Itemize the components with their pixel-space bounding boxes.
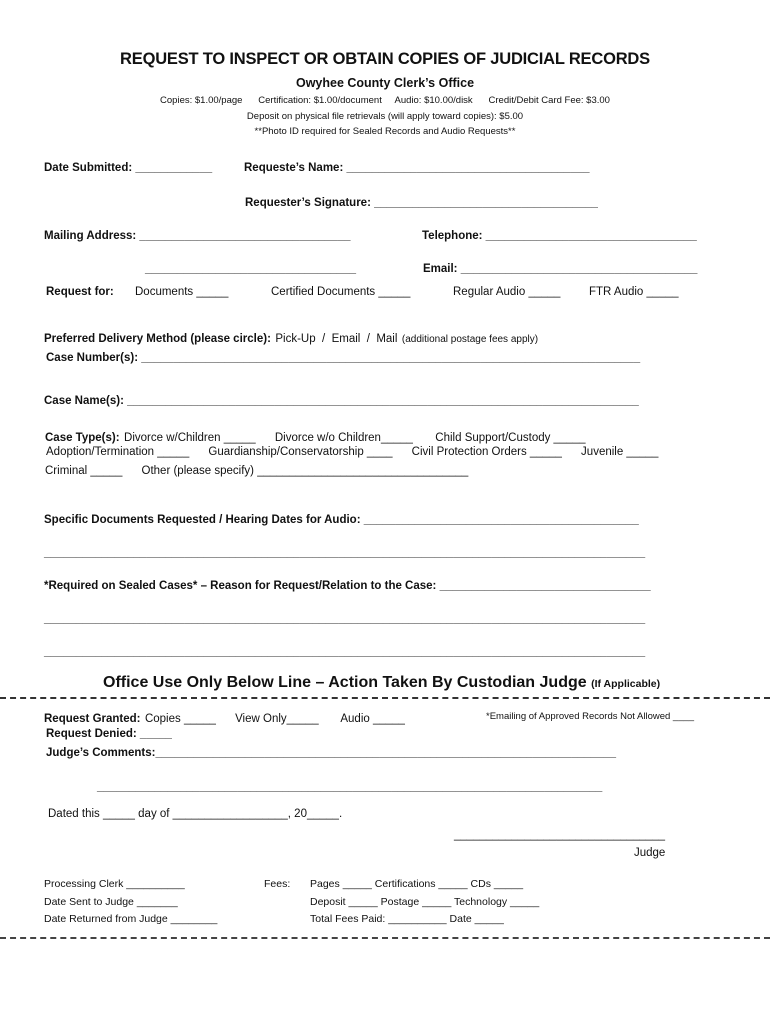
granted-options[interactable]: Copies _____ View Only_____ Audio _____ [144, 713, 405, 725]
dated-line[interactable]: Dated this _____ day of __________________, 20_____. [48, 808, 343, 820]
request-granted-row [44, 709, 405, 727]
mailing-address-line2[interactable]: _________________________________ [145, 263, 357, 275]
sealed-reason-field[interactable]: *Required on Sealed Cases* – Reason for Request/Relation to the Case: _________________________________ [44, 580, 651, 592]
sealed-reason-line2[interactable]: ______________________________________________________________________________________________ [44, 613, 646, 625]
judges-comments-field[interactable]: Judge’s Comments:________________________________________________________________________ [46, 747, 616, 759]
deposit-note: Deposit on physical file retrievals (will apply toward copies): $5.00 [246, 111, 524, 122]
specific-documents-field[interactable]: Specific Documents Requested / Hearing Dates for Audio: ___________________________________________ [44, 514, 639, 526]
specific-documents-line2[interactable]: ______________________________________________________________________________________________ [44, 547, 646, 559]
fee-schedule: Copies: $1.00/page Certification: $1.00/document Audio: $10.00/disk Credit/Debit Card Fee: $3.00 [160, 95, 610, 106]
requester-signature-field[interactable]: Requester’s Signature: ___________________________________ [245, 197, 598, 209]
if-applicable-note: (If Applicable) [591, 678, 661, 690]
footer-divider [0, 937, 770, 939]
judge-label: Judge [634, 847, 666, 859]
date-returned-field[interactable]: Date Returned from Judge ________ [44, 913, 218, 925]
request-for-label: Request for: [46, 286, 114, 298]
option-documents[interactable]: Documents _____ [135, 286, 229, 298]
photo-id-note: **Photo ID required for Sealed Records and Audio Requests** [254, 126, 516, 137]
case-types-options-2[interactable]: Adoption/Termination _____ Guardianship/Conservatorship ____ Civil Protection Orders _____ Juvenile _____ [46, 446, 659, 458]
processing-clerk-field[interactable]: Processing Clerk __________ [44, 878, 185, 890]
case-types-options-3[interactable]: Criminal _____ Other (please specify) _________________________________ [45, 465, 469, 477]
case-types-row-1 [45, 428, 586, 446]
date-sent-field[interactable]: Date Sent to Judge _______ [44, 896, 178, 908]
date-submitted-field[interactable]: Date Submitted: ____________ [44, 162, 213, 174]
telephone-field[interactable]: Telephone: _________________________________ [422, 230, 697, 242]
judge-signature-line[interactable]: _________________________________ [454, 829, 666, 841]
case-types-options-1[interactable]: Divorce w/Children _____ Divorce w/o Children_____ Child Support/Custody _____ [124, 432, 586, 444]
requester-name-field[interactable]: Requeste’s Name: ______________________________________ [244, 162, 590, 174]
emailing-not-allowed[interactable]: *Emailing of Approved Records Not Allowed ____ [486, 711, 695, 722]
fees-label: Fees: [264, 878, 291, 890]
delivery-options[interactable]: Pick-Up / Email / Mail [275, 333, 398, 345]
request-denied-field[interactable]: Request Denied: _____ [46, 728, 172, 740]
case-numbers-field[interactable]: Case Number(s): ______________________________________________________________________________ [46, 352, 641, 364]
office-use-divider [0, 697, 770, 699]
office-name: Owyhee County Clerk’s Office [295, 76, 475, 90]
mailing-address-field[interactable]: Mailing Address: _________________________________ [44, 230, 351, 242]
option-regular-audio[interactable]: Regular Audio _____ [453, 286, 561, 298]
office-use-heading [103, 674, 660, 692]
page-title: REQUEST TO INSPECT OR OBTAIN COPIES OF JUDICIAL RECORDS [120, 50, 650, 68]
email-field[interactable]: Email: _____________________________________ [423, 263, 698, 275]
judges-comments-line2[interactable]: _______________________________________________________________________________ [97, 781, 603, 793]
fees-row-1[interactable]: Pages _____ Certifications _____ CDs _____ [310, 878, 524, 890]
request-granted-label: Request Granted: [44, 713, 141, 725]
fees-row-3[interactable]: Total Fees Paid: __________ Date _____ [310, 913, 504, 925]
office-use-heading-text: Office Use Only Below Line – Action Taken By Custodian Judge [103, 674, 587, 691]
delivery-note: (additional postage fees apply) [401, 334, 539, 345]
sealed-reason-line3[interactable]: ______________________________________________________________________________________________ [44, 646, 646, 658]
option-certified-documents[interactable]: Certified Documents _____ [271, 286, 411, 298]
case-types-label: Case Type(s): [45, 432, 120, 444]
delivery-method-row [44, 329, 538, 347]
option-ftr-audio[interactable]: FTR Audio _____ [589, 286, 679, 298]
case-names-field[interactable]: Case Name(s): ________________________________________________________________________________ [44, 395, 639, 407]
fees-row-2[interactable]: Deposit _____ Postage _____ Technology _____ [310, 896, 540, 908]
delivery-method-label: Preferred Delivery Method (please circle): [44, 333, 271, 345]
